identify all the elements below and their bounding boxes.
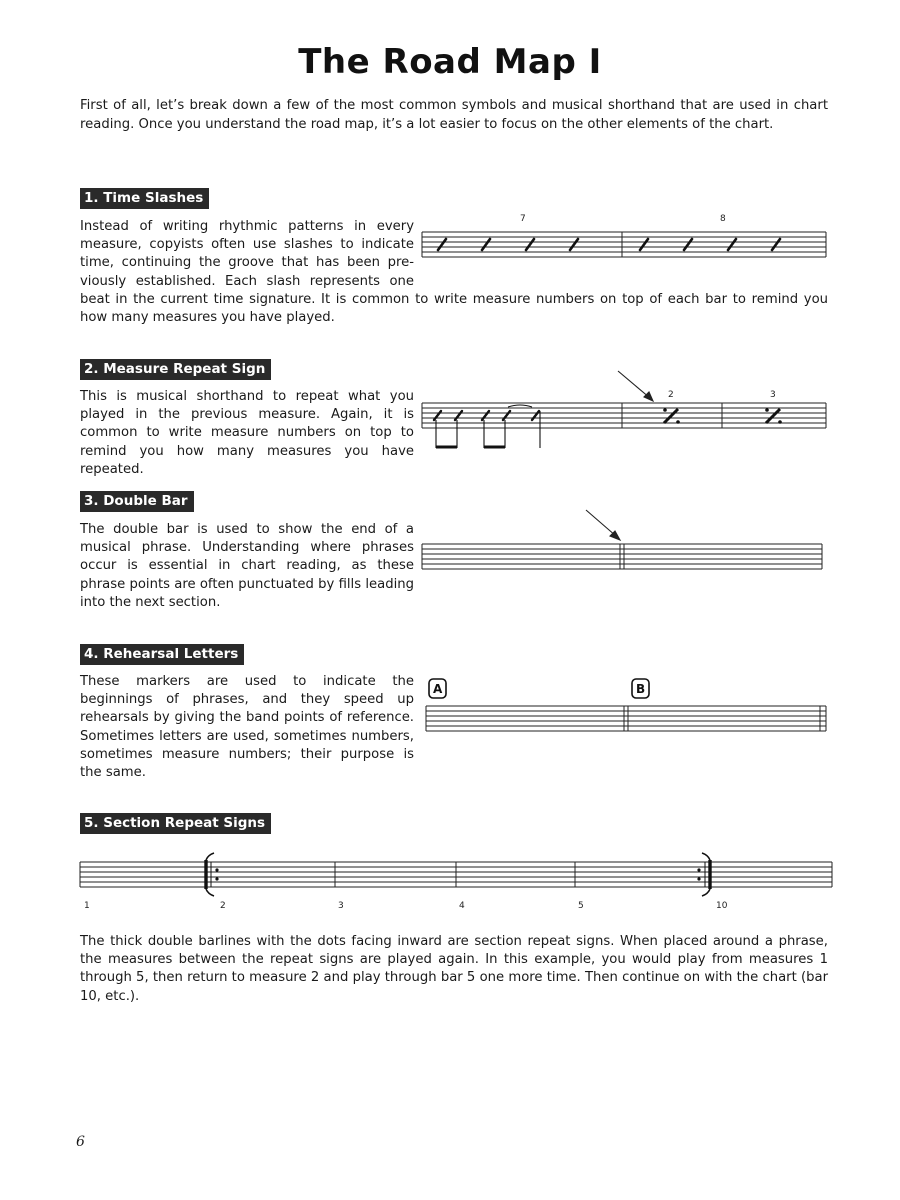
rhythm-slashes	[434, 411, 539, 420]
section-heading-rehearsal-letters: 4. Rehearsal Letters	[80, 644, 244, 665]
rehearsal-marker-b	[632, 679, 649, 698]
section-heading-double-bar: 3. Double Bar	[80, 491, 194, 512]
start-repeat-sign-icon	[206, 853, 219, 896]
measure-repeat-staff	[420, 366, 830, 456]
time-slashes-staff	[420, 208, 830, 268]
page-number: 6	[76, 1134, 85, 1150]
measure-repeat-text: This is musical shorthand to repeat what you played in the previous measure. Again, it is common to write measure numbers on top to remind you how many measures you have repeated.	[80, 389, 414, 477]
tie-mark	[508, 405, 532, 407]
rehearsal-letters-text: These markers are used to indicate the beginnings of phrases, and they speed up rehearsals by giving the band points of reference. Sometimes letters are used, sometimes numbers, sometimes measure numbers; their purpose is the same.	[80, 674, 414, 781]
note-stems	[436, 411, 540, 448]
section-heading-section-repeat: 5. Section Repeat Signs	[80, 813, 271, 834]
arrow-icon	[586, 510, 620, 540]
measure-number: 5	[578, 901, 584, 911]
double-bar-staff	[420, 506, 830, 584]
double-bar-text: The double bar is used to show the end of a musical phrase. Understanding where phrases occur is essential in chart reading, as these phrase points are often punctuated by fills leading into the next section.	[80, 522, 414, 610]
measure-number: 10	[716, 901, 728, 911]
time-slashes-line-1: Instead of writing rhythmic patterns in every	[80, 219, 414, 234]
arrow-icon	[618, 371, 653, 401]
time-slashes-line-4: viously established. Each slash represents one	[80, 273, 414, 289]
measure-number: 3	[338, 901, 344, 911]
section-heading-measure-repeat: 2. Measure Repeat Sign	[80, 359, 271, 380]
slash-marks	[438, 239, 780, 250]
measure-number: 8	[720, 214, 726, 224]
end-repeat-sign-icon	[697, 853, 710, 896]
time-slashes-text	[80, 218, 414, 291]
measure-number: 4	[459, 901, 465, 911]
rehearsal-letter: A	[433, 682, 443, 696]
measure-number: 3	[770, 390, 776, 400]
measure-number: 2	[220, 901, 226, 911]
measure-number: 1	[84, 901, 90, 911]
measure-repeat-sign-icon	[663, 408, 680, 424]
rehearsal-letters-staff	[424, 676, 830, 746]
section-repeat-text: The thick double barlines with the dots facing inward are section repeat signs. When placed around a phrase, the measures between the repeat signs are played again. In this example, you would play from measures 1 through 5, then return to measure 2 and play through bar 5 one more time. Then continue on with the chart (bar 10, etc.).	[80, 934, 828, 1004]
section-repeat-staff	[78, 848, 836, 918]
measure-number: 2	[668, 390, 674, 400]
time-slashes-text-continued: beat in the current time signature. It is common to write measure numbers on top of each bar to remind you how many measures you have played.	[80, 292, 828, 326]
page-title: The Road Map I	[298, 42, 602, 82]
rehearsal-letter: B	[636, 682, 646, 696]
time-slashes-line-2: measure, copyists often use slashes to indicate	[80, 237, 414, 253]
section-heading-time-slashes: 1. Time Slashes	[80, 188, 209, 209]
measure-number: 7	[520, 214, 526, 224]
time-slashes-line-3: time, continuing the groove that has been pre-	[80, 255, 414, 271]
rehearsal-marker-a	[429, 679, 446, 698]
measure-repeat-sign-icon	[765, 408, 782, 424]
intro-paragraph: First of all, let’s break down a few of the most common symbols and musical shorthand that are used in chart reading. Once you understand the road map, it’s a lot easier to focus on the other elements of the chart.	[80, 98, 828, 132]
